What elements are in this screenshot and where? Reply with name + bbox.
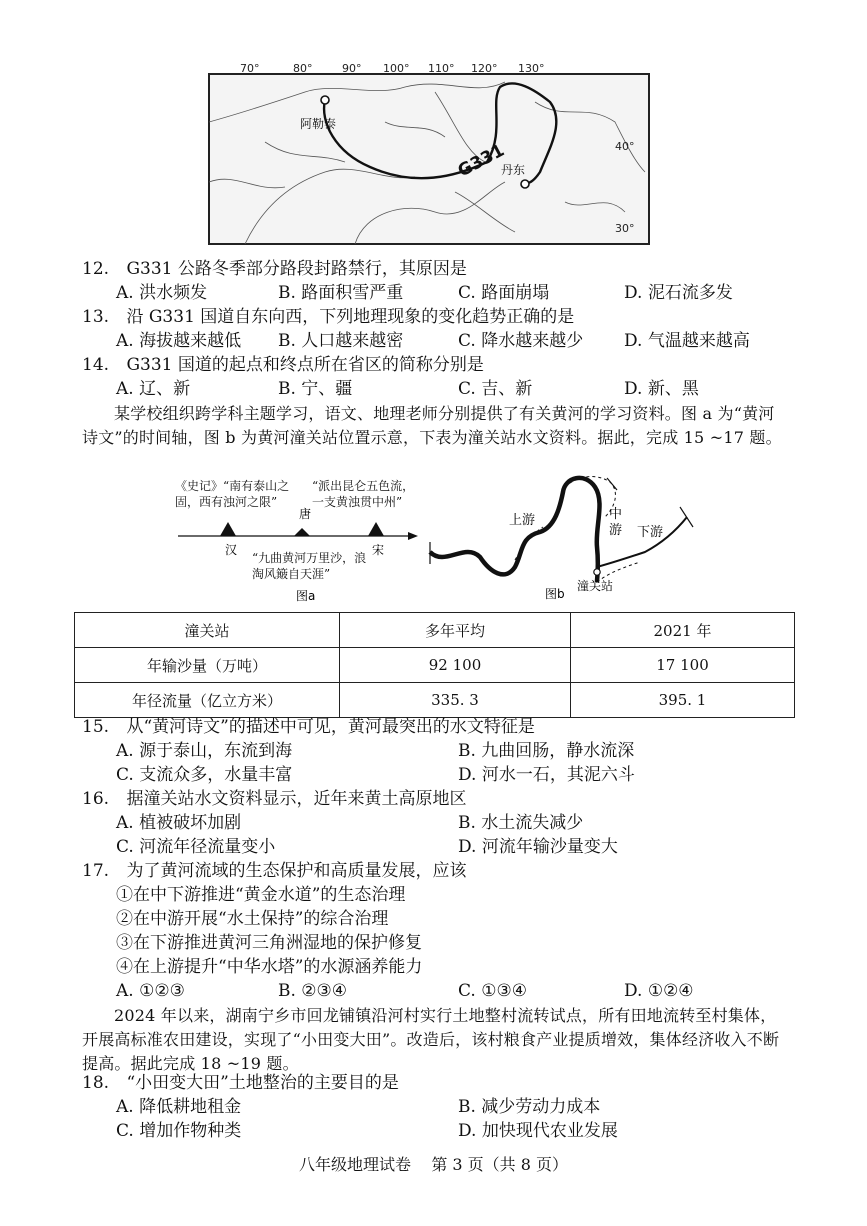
option-14c[interactable]: C. 吉、新 — [458, 379, 533, 399]
question-stem: 沿 G331 国道自东向西，下列地理现象的变化趋势正确的是 — [126, 307, 575, 327]
option-15a[interactable]: A. 源于泰山，东流到海 — [116, 741, 293, 761]
question-stem: “小田变大田”土地整治的主要目的是 — [126, 1073, 399, 1093]
figure-b-river-diagram — [425, 472, 695, 604]
label-middle-1: 中 — [609, 507, 623, 522]
era-song: 宋 — [372, 543, 385, 557]
g331-route-map — [205, 62, 653, 248]
question-18 — [82, 1072, 399, 1094]
option-17d[interactable]: D. ①②④ — [624, 981, 694, 1001]
question-stem: 为了黄河流域的生态保护和高质量发展，应该 — [126, 861, 467, 881]
question-13 — [82, 306, 574, 328]
table-cell: 92 100 — [340, 648, 571, 683]
option-16c[interactable]: C. 河流年径流量变小 — [116, 837, 276, 857]
option-12b[interactable]: B. 路面积雪严重 — [278, 283, 404, 303]
question-number: 14. — [82, 355, 110, 375]
figure-a-caption: 图a — [296, 589, 316, 603]
table-header: 多年平均 — [340, 613, 571, 648]
statement-3: ③在下游推进黄河三角洲湿地的保护修复 — [116, 933, 422, 953]
option-12d[interactable]: D. 泥石流多发 — [624, 283, 733, 303]
option-14b[interactable]: B. 宁、疆 — [278, 379, 353, 399]
lon-label-80: 80° — [293, 62, 313, 75]
end-label: 丹东 — [501, 163, 526, 177]
figure-b-caption: 图b — [545, 587, 565, 601]
lon-label-100: 100° — [383, 62, 410, 75]
option-18a[interactable]: A. 降低耕地租金 — [116, 1097, 242, 1117]
option-13d[interactable]: D. 气温越来越高 — [624, 331, 750, 351]
option-13c[interactable]: C. 降水越来越少 — [458, 331, 584, 351]
option-17c[interactable]: C. ①③④ — [458, 981, 527, 1001]
han-marker-icon — [220, 522, 236, 536]
label-middle-2: 游 — [609, 523, 623, 538]
quote-han: 《史记》“南有泰山之固，西有浊河之限” — [175, 479, 290, 509]
option-16b[interactable]: B. 水土流失减少 — [458, 813, 584, 833]
intro-15-17: 某学校组织跨学科主题学习，语文、地理老师分别提供了有关黄河的学习资料。图 a 为“黄河诗文”的时间轴，图 b 为黄河潼关站位置示意，下表为潼关站水文资料。据此，完成 15 ~17 题。 — [82, 404, 782, 447]
question-number: 17. — [82, 861, 110, 881]
question-16 — [82, 788, 466, 810]
lat-label-40: 40° — [615, 140, 635, 153]
label-upper: 上游 — [509, 513, 536, 528]
option-14a[interactable]: A. 辽、新 — [116, 379, 191, 399]
tongguan-station-marker — [594, 569, 600, 575]
table-cell: 年输沙量（万吨） — [75, 648, 340, 683]
song-marker-icon — [368, 522, 384, 536]
table-cell: 395. 1 — [571, 683, 795, 718]
route-label: G331 — [454, 140, 508, 182]
table-row — [75, 683, 795, 718]
option-17b[interactable]: B. ②③④ — [278, 981, 348, 1001]
tang-marker-icon — [294, 528, 310, 536]
table-header-row — [75, 613, 795, 648]
intro-18-19: 2024 年以来，湖南宁乡市回龙铺镇沿河村实行土地整村流转试点，所有田地流转至村集体，开展高标准农田建设，实现了“小田变大田”。改造后，该村粮食产业提质增效，集体经济收入不断提高。据此完成 18 ~19 题。 — [82, 1006, 780, 1073]
option-13a[interactable]: A. 海拔越来越低 — [116, 331, 242, 351]
question-12 — [82, 258, 467, 280]
option-13b[interactable]: B. 人口越来越密 — [278, 331, 404, 351]
statement-1: ①在中下游推进“黄金水道”的生态治理 — [116, 885, 406, 905]
question-stem: G331 公路冬季部分路段封路禁行，其原因是 — [126, 259, 467, 279]
question-stem: G331 国道的起点和终点所在省区的简称分别是 — [126, 355, 484, 375]
lon-label-130: 130° — [518, 62, 545, 75]
end-point-marker — [521, 180, 529, 188]
lon-label-90: 90° — [342, 62, 362, 75]
start-point-marker — [321, 96, 329, 104]
page-footer: 八年级地理试卷 第 3 页（共 8 页） — [298, 1155, 569, 1174]
question-stem: 据潼关站水文资料显示，近年来黄土高原地区 — [126, 789, 467, 809]
table-cell: 年径流量（亿立方米） — [75, 683, 340, 718]
option-18d[interactable]: D. 加快现代农业发展 — [458, 1121, 618, 1141]
table-row — [75, 648, 795, 683]
option-14d[interactable]: D. 新、黑 — [624, 379, 699, 399]
era-tang: 唐 — [299, 507, 312, 521]
lon-label-120: 120° — [471, 62, 498, 75]
question-number: 12. — [82, 259, 110, 279]
station-label: 潼关站 — [577, 579, 614, 593]
option-15c[interactable]: C. 支流众多，水量丰富 — [116, 765, 293, 785]
question-number: 13. — [82, 307, 110, 327]
hydrology-table — [74, 612, 795, 718]
question-stem: 从“黄河诗文”的描述中可见，黄河最突出的水文特征是 — [126, 717, 535, 737]
option-16a[interactable]: A. 植被破坏加剧 — [116, 813, 242, 833]
statement-2: ②在中游开展“水土保持”的综合治理 — [116, 909, 389, 929]
era-han: 汉 — [225, 543, 238, 557]
lat-label-30: 30° — [615, 222, 635, 235]
start-label: 阿勒泰 — [300, 117, 337, 131]
question-number: 18. — [82, 1073, 110, 1093]
option-16d[interactable]: D. 河流年输沙量变大 — [458, 837, 618, 857]
option-12a[interactable]: A. 洪水频发 — [116, 283, 208, 303]
option-18c[interactable]: C. 增加作物种类 — [116, 1121, 242, 1141]
option-17a[interactable]: A. ①②③ — [116, 981, 185, 1001]
table-header: 2021 年 — [571, 613, 795, 648]
lon-label-70: 70° — [240, 62, 260, 75]
option-12c[interactable]: C. 路面崩塌 — [458, 283, 550, 303]
statement-4: ④在上游提升“中华水塔”的水源涵养能力 — [116, 957, 423, 977]
timeline-arrow-icon — [408, 532, 418, 540]
quote-song: “九曲黄河万里沙，浪淘风簸自天涯” — [252, 551, 367, 581]
option-15b[interactable]: B. 九曲回肠，静水流深 — [458, 741, 635, 761]
question-number: 16. — [82, 789, 110, 809]
option-15d[interactable]: D. 河水一石，其泥六斗 — [458, 765, 635, 785]
option-18b[interactable]: B. 减少劳动力成本 — [458, 1097, 601, 1117]
quote-tang: “派出昆仑五色流，一支黄浊贯中州” — [312, 479, 415, 509]
river-main-course — [430, 478, 600, 582]
question-14 — [82, 354, 484, 376]
label-lower: 下游 — [637, 525, 664, 540]
question-17 — [82, 860, 466, 882]
question-15 — [82, 716, 535, 738]
table-cell: 335. 3 — [340, 683, 571, 718]
table-cell: 17 100 — [571, 648, 795, 683]
lon-label-110: 110° — [428, 62, 455, 75]
question-number: 15. — [82, 717, 110, 737]
table-header: 潼关站 — [75, 613, 340, 648]
